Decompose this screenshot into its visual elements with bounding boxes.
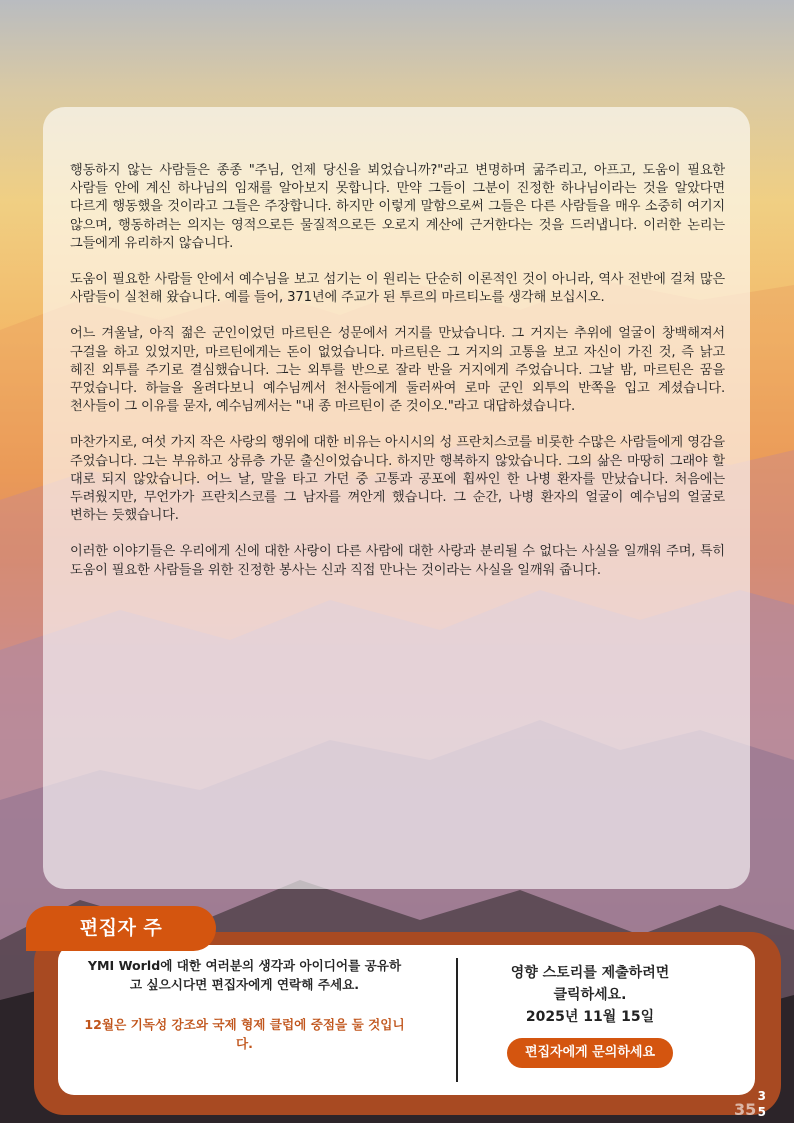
paragraph: 행동하지 않는 사람들은 종종 "주님, 언제 당신을 뵈었습니까?"라고 변명하며 굶주리고, 아프고, 도움이 필요한 사람들 안에 계신 하나님의 임재를 알아보지 못합니다. 만약 그들이 그분이 진정한 하나님이라는 것을 알았다면 다르게 행동했을 것이라고 그들은 주장합니다. 하지만 이렇게 말함으로써 그들은 다른 사람들을 매우 소중히 여기지 않으며, 행동하려는 의지는 영적으로든 물질적으로든 오로지 계산에 근거한다는 것을 드러냅니다. 이러한 논리는 그들에게 유리하지 않습니다. (70, 163, 725, 251)
page-number (758, 1088, 766, 1120)
paragraph: 마찬가지로, 여섯 가지 작은 사랑의 행위에 대한 비유는 아시시의 성 프란치스코를 비롯한 수많은 사람들에게 영감을 주었습니다. 그는 부유하고 상류층 가문 출신이었습니다. 하지만 행복하지 않았습니다. 그의 삶은 마땅히 그래야 할 대로 되지 않았습니다. 어느 날, 말을 타고 가던 중 고통과 공포에 휩싸인 한 나병 환자를 만났습니다. 처음에는 두려웠지만, 무언가가 프란치스코를 그 남자를 껴안게 했습니다. 그 순간, 나병 환자의 얼굴이 예수님의 얼굴로 변하는 듯했습니다. (70, 435, 725, 524)
article-body (70, 162, 725, 598)
editors-note-left (82, 957, 407, 1053)
paragraph: 어느 겨울날, 아직 젊은 군인이었던 마르틴은 성문에서 거지를 만났습니다. 그 거지는 추위에 얼굴이 창백해져서 구걸을 하고 있었지만, 마르틴에게는 돈이 없었습니다. 마르틴은 그 거지의 고통을 보고 자신이 가진 것, 즉 낡고 헤진 외투를 주기로 결심했습니다. 그는 외투를 반으로 잘라 반을 거지에게 주었습니다. 그날 밤, 마르틴은 꿈을 꾸었습니다. 하늘을 올려다보니 예수님께서 천사들에게 둘러싸여 로마 군인 외투의 반쪽을 입고 계셨습니다. 천사들이 그 이유를 묻자, 예수님께서는 "내 종 마르틴이 준 것이오."라고 대답하셨습니다. (70, 326, 725, 415)
deadline-date: 2025년 11월 15일 (525, 1009, 655, 1025)
page-number-watermark: 35 (734, 1100, 757, 1119)
contact-editor-button[interactable]: 편집자에게 문의하세요 (507, 1038, 673, 1068)
paragraph: 이러한 이야기들은 우리에게 신에 대한 사랑이 다른 사람에 대한 사랑과 분리될 수 없다는 사실을 일깨워 주며, 특히 도움이 필요한 사람들을 위한 진정한 봉사는 신과 직접 만나는 것이라는 사실을 일깨워 줍니다. (70, 544, 725, 578)
submit-story-text: 영향 스토리를 제출하려면 (510, 965, 670, 981)
page-number-digit: 3 (757, 1089, 766, 1103)
editors-note-right (490, 962, 690, 1068)
editors-note-tab: 편집자 주 (26, 906, 216, 951)
click-here-link[interactable]: 클릭하세요. (553, 987, 627, 1003)
page-number-digit: 5 (757, 1105, 766, 1119)
december-focus-note: 12월은 기독성 강조와 국제 형제 클럽에 중점을 둘 것입니다. (84, 1017, 405, 1051)
column-divider (456, 958, 458, 1082)
paragraph: 도움이 필요한 사람들 안에서 예수님을 보고 섬기는 이 원리는 단순히 이론적인 것이 아니라, 역사 전반에 걸쳐 많은 사람들이 실천해 왔습니다. 예를 들어, 371년에 주교가 된 투르의 마르티노를 생각해 보십시오. (70, 272, 725, 306)
contact-invitation-text: YMI World에 대한 여러분의 생각과 아이디어를 공유하고 싶으시다면 편집자에게 연락해 주세요. (87, 958, 402, 992)
